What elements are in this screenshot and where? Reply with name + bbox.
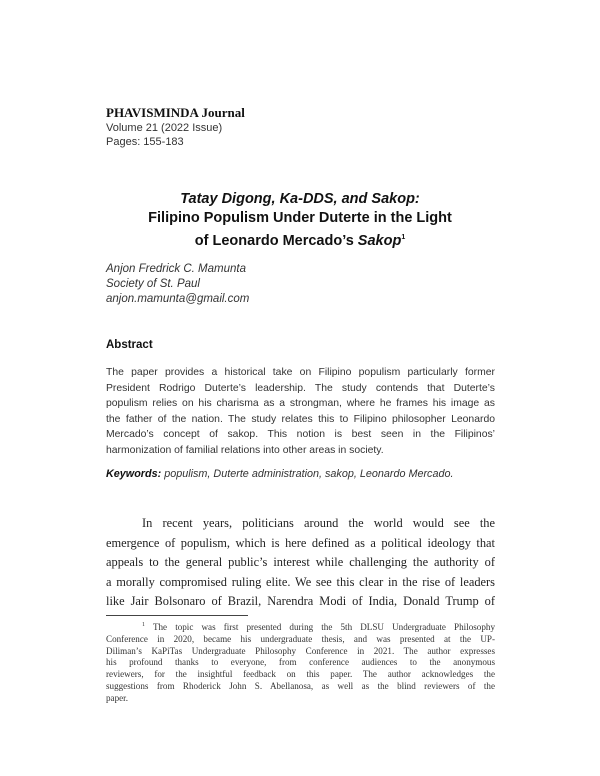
body-line: emergence of populism, which is here defined as a political ideology that	[106, 535, 495, 550]
body-line: like Jair Bolsonaro of Brazil, Narendra Modi of India, Donald Trump of	[106, 594, 495, 608]
footnote-line: Diliman’s KaPiTas Undergraduate Philosophy Conference in 2021. The author expresses	[106, 645, 495, 656]
title-line-2: Filipino Populism Under Duterte in the Light	[148, 210, 452, 226]
author-affiliation: Society of St. Paul	[106, 278, 200, 290]
abstract-line: Mercado’s concept of sakop. This notion is best seen in the Filipinos’	[106, 429, 495, 440]
title-footnote-marker[interactable]: 1	[401, 234, 406, 241]
keywords-label: Keywords:	[106, 468, 162, 480]
body-line: a morally compromised ruling elite. We see this clear in the rise of leaders	[106, 574, 495, 589]
footnote	[106, 620, 495, 705]
abstract-line: harmonization of familial relations into other areas in society.	[106, 444, 384, 456]
body-line: appeals to the general public’s interest while challenging the authority of	[106, 555, 495, 569]
footnote-divider	[106, 615, 248, 616]
abstract-heading: Abstract	[106, 339, 153, 351]
author-name: Anjon Fredrick C. Mamunta	[106, 263, 246, 275]
journal-volume: Volume 21 (2022 Issue)	[106, 122, 223, 134]
keywords	[106, 468, 453, 480]
author-email[interactable]: anjon.mamunta@gmail.com	[106, 293, 250, 305]
body-paragraph	[106, 514, 495, 612]
abstract-line: The paper provides a historical take on Filipino populism particularly former	[106, 367, 495, 378]
title-line-1: Tatay Digong, Ka-DDS, and Sakop:	[180, 191, 420, 207]
body-line: In recent years, politicians around the world would see the	[142, 516, 495, 530]
abstract-body	[106, 365, 495, 458]
journal-name: PHAVISMINDA Journal	[106, 105, 245, 120]
abstract-line: President Rodrigo Duterte’s leadership. The study contends that Duterte’s	[106, 382, 495, 394]
keywords-text: populism, Duterte administration, sakop, Leonardo Mercado.	[161, 468, 454, 480]
footnote-line: reviewers, for the insightful feedback on this paper. The author acknowledges the	[106, 669, 495, 680]
title-line-3	[106, 228, 494, 251]
footnote-line: suggestions from Rhoderick John S. Abellanosa, as well as the blind reviewers of the	[106, 681, 495, 692]
footnote-line: his profound thanks to everyone, from conference audiences to the anonymous	[106, 657, 495, 668]
journal-pages: Pages: 155-183	[106, 136, 184, 148]
abstract-line: populism relies on his charisma as a strongman, where he frames his image as	[106, 398, 495, 409]
title-line-3-text: of Leonardo Mercado’s	[194, 232, 358, 249]
footnote-line-text: The topic was first presented during the 5th DLSU Undergraduate Philosophy	[145, 622, 495, 633]
footnote-line: paper.	[106, 692, 128, 703]
footnote-line-1	[106, 620, 495, 634]
abstract-line: the father of the nation. The study relates this to Filipino philosopher Leonardo	[106, 413, 495, 425]
footnote-line: Conference in 2020, became his undergraduate thesis, and was presented at the UP-	[106, 633, 495, 644]
title-sakop: Sakop	[357, 232, 402, 249]
footnote-marker: 1	[142, 622, 145, 628]
